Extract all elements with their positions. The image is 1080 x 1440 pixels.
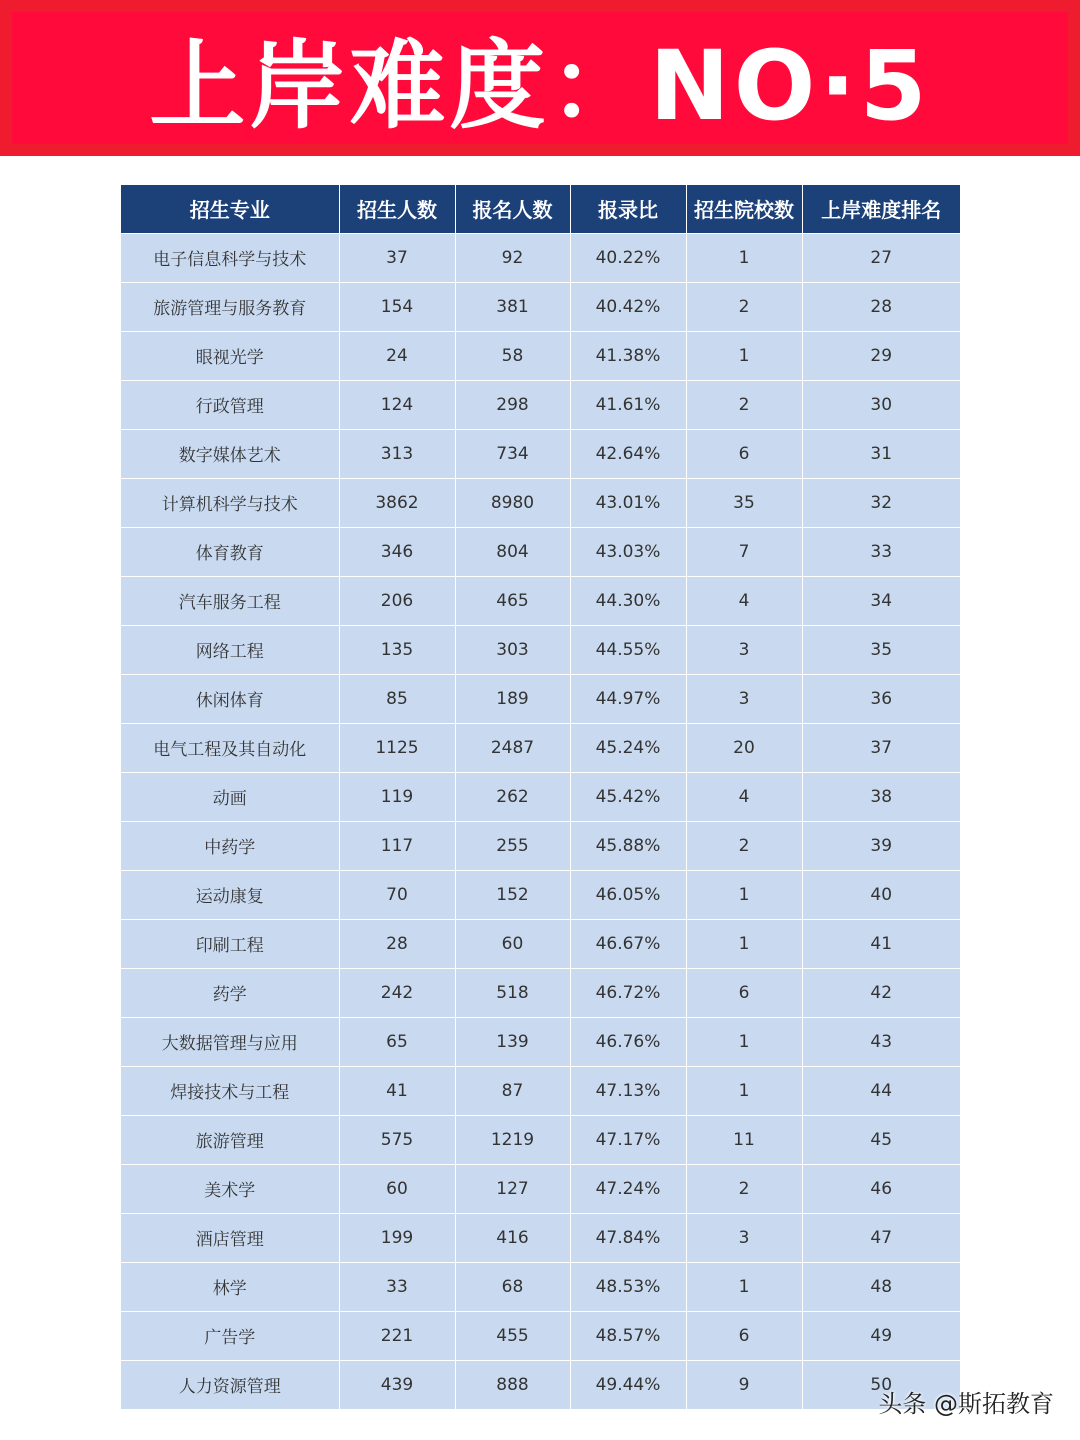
- table-cell: 1: [686, 331, 802, 380]
- table-cell: 1: [686, 233, 802, 282]
- table-cell: 47.13%: [570, 1066, 686, 1115]
- table-cell: 346: [339, 527, 455, 576]
- table-cell: 酒店管理: [121, 1213, 339, 1262]
- table-cell: 416: [455, 1213, 570, 1262]
- table-cell: 48.57%: [570, 1311, 686, 1360]
- table-cell: 32: [802, 478, 960, 527]
- table-cell: 87: [455, 1066, 570, 1115]
- table-cell: 46.67%: [570, 919, 686, 968]
- table-cell: 575: [339, 1115, 455, 1164]
- table-cell: 47.84%: [570, 1213, 686, 1262]
- table-row: [121, 1262, 960, 1311]
- table-cell: 298: [455, 380, 570, 429]
- table-row: [121, 478, 960, 527]
- table-cell: 135: [339, 625, 455, 674]
- table-cell: 旅游管理与服务教育: [121, 282, 339, 331]
- table-cell: 42.64%: [570, 429, 686, 478]
- table-cell: 3: [686, 674, 802, 723]
- table-cell: 45.42%: [570, 772, 686, 821]
- table-cell: 1: [686, 870, 802, 919]
- column-header: 招生人数: [339, 185, 455, 233]
- table-cell: 45.24%: [570, 723, 686, 772]
- table-cell: 439: [339, 1360, 455, 1409]
- table-cell: 1: [686, 919, 802, 968]
- ranking-table: [121, 185, 960, 1410]
- table-cell: 2: [686, 821, 802, 870]
- table-cell: 60: [339, 1164, 455, 1213]
- title-banner: [0, 0, 1080, 156]
- table-cell: 电气工程及其自动化: [121, 723, 339, 772]
- table-cell: 50: [802, 1360, 960, 1409]
- table-cell: 46.72%: [570, 968, 686, 1017]
- table-cell: 41: [339, 1066, 455, 1115]
- table-cell: 36: [802, 674, 960, 723]
- table-cell: 焊接技术与工程: [121, 1066, 339, 1115]
- table-row: [121, 1066, 960, 1115]
- table-cell: 41.38%: [570, 331, 686, 380]
- table-cell: 44.30%: [570, 576, 686, 625]
- table-cell: 39: [802, 821, 960, 870]
- table-cell: 303: [455, 625, 570, 674]
- table-cell: 4: [686, 576, 802, 625]
- table-cell: 35: [802, 625, 960, 674]
- table-row: [121, 625, 960, 674]
- table-cell: 体育教育: [121, 527, 339, 576]
- table-cell: 9: [686, 1360, 802, 1409]
- table-cell: 8980: [455, 478, 570, 527]
- table-row: [121, 968, 960, 1017]
- table-row: [121, 772, 960, 821]
- table-cell: 518: [455, 968, 570, 1017]
- column-header: 上岸难度排名: [802, 185, 960, 233]
- table-cell: 46: [802, 1164, 960, 1213]
- table-cell: 37: [802, 723, 960, 772]
- table-cell: 11: [686, 1115, 802, 1164]
- table-cell: 43.03%: [570, 527, 686, 576]
- table-cell: 1219: [455, 1115, 570, 1164]
- table-cell: 40: [802, 870, 960, 919]
- column-header: 报名人数: [455, 185, 570, 233]
- column-header: 报录比: [570, 185, 686, 233]
- table-cell: 旅游管理: [121, 1115, 339, 1164]
- table-cell: 24: [339, 331, 455, 380]
- table-cell: 1125: [339, 723, 455, 772]
- table-cell: 58: [455, 331, 570, 380]
- table-cell: 30: [802, 380, 960, 429]
- table-row: [121, 870, 960, 919]
- table-row: [121, 576, 960, 625]
- table-cell: 455: [455, 1311, 570, 1360]
- table-cell: 313: [339, 429, 455, 478]
- table-cell: 33: [802, 527, 960, 576]
- column-header: 招生院校数: [686, 185, 802, 233]
- table-cell: 28: [802, 282, 960, 331]
- table-cell: 行政管理: [121, 380, 339, 429]
- table-cell: 221: [339, 1311, 455, 1360]
- table-cell: 31: [802, 429, 960, 478]
- table-cell: 广告学: [121, 1311, 339, 1360]
- table-cell: 运动康复: [121, 870, 339, 919]
- table-cell: 34: [802, 576, 960, 625]
- table-cell: 29: [802, 331, 960, 380]
- table-row: [121, 380, 960, 429]
- table-cell: 计算机科学与技术: [121, 478, 339, 527]
- table-cell: 印刷工程: [121, 919, 339, 968]
- table-cell: 2: [686, 1164, 802, 1213]
- table-cell: 大数据管理与应用: [121, 1017, 339, 1066]
- table-cell: 65: [339, 1017, 455, 1066]
- table-row: [121, 282, 960, 331]
- table-cell: 1: [686, 1262, 802, 1311]
- table-cell: 4: [686, 772, 802, 821]
- table-cell: 1: [686, 1017, 802, 1066]
- table-cell: 1: [686, 1066, 802, 1115]
- table-cell: 242: [339, 968, 455, 1017]
- table-row: [121, 1311, 960, 1360]
- table-row: [121, 1213, 960, 1262]
- table-cell: 46.05%: [570, 870, 686, 919]
- table-cell: 20: [686, 723, 802, 772]
- table-cell: 119: [339, 772, 455, 821]
- table-cell: 休闲体育: [121, 674, 339, 723]
- table-cell: 6: [686, 968, 802, 1017]
- table-cell: 药学: [121, 968, 339, 1017]
- table-cell: 47: [802, 1213, 960, 1262]
- table-cell: 眼视光学: [121, 331, 339, 380]
- table-cell: 27: [802, 233, 960, 282]
- table-cell: 47.17%: [570, 1115, 686, 1164]
- table-cell: 3: [686, 1213, 802, 1262]
- table-cell: 2: [686, 380, 802, 429]
- table-cell: 林学: [121, 1262, 339, 1311]
- table-cell: 46.76%: [570, 1017, 686, 1066]
- table-cell: 43.01%: [570, 478, 686, 527]
- table-cell: 139: [455, 1017, 570, 1066]
- table-row: [121, 1164, 960, 1213]
- table-cell: 电子信息科学与技术: [121, 233, 339, 282]
- table-cell: 48.53%: [570, 1262, 686, 1311]
- table-row: [121, 723, 960, 772]
- table-cell: 44.55%: [570, 625, 686, 674]
- table-row: [121, 233, 960, 282]
- table-cell: 124: [339, 380, 455, 429]
- table-row: [121, 674, 960, 723]
- table-cell: 数字媒体艺术: [121, 429, 339, 478]
- table-cell: 465: [455, 576, 570, 625]
- table-cell: 45: [802, 1115, 960, 1164]
- table-cell: 888: [455, 1360, 570, 1409]
- table-cell: 255: [455, 821, 570, 870]
- table-cell: 381: [455, 282, 570, 331]
- table-cell: 49: [802, 1311, 960, 1360]
- table-cell: 262: [455, 772, 570, 821]
- table-cell: 48: [802, 1262, 960, 1311]
- table-cell: 35: [686, 478, 802, 527]
- table-cell: 33: [339, 1262, 455, 1311]
- table-cell: 41: [802, 919, 960, 968]
- table-cell: 38: [802, 772, 960, 821]
- table-row: [121, 527, 960, 576]
- table-cell: 28: [339, 919, 455, 968]
- table-cell: 70: [339, 870, 455, 919]
- table-row: [121, 1017, 960, 1066]
- table-cell: 44.97%: [570, 674, 686, 723]
- table-cell: 3862: [339, 478, 455, 527]
- page-title: 上岸难度：NO·5: [149, 29, 931, 142]
- table-cell: 网络工程: [121, 625, 339, 674]
- table-cell: 37: [339, 233, 455, 282]
- title-banner-inner: [12, 12, 1068, 144]
- table-cell: 3: [686, 625, 802, 674]
- table-cell: 44: [802, 1066, 960, 1115]
- table-cell: 6: [686, 429, 802, 478]
- table-row: [121, 429, 960, 478]
- table-cell: 40.42%: [570, 282, 686, 331]
- table-cell: 动画: [121, 772, 339, 821]
- table-cell: 68: [455, 1262, 570, 1311]
- table-cell: 117: [339, 821, 455, 870]
- table-cell: 2487: [455, 723, 570, 772]
- watermark: 头条 @斯拓教育: [878, 1390, 1054, 1418]
- table-cell: 734: [455, 429, 570, 478]
- table-header-row: [121, 185, 960, 233]
- table-cell: 199: [339, 1213, 455, 1262]
- table-cell: 60: [455, 919, 570, 968]
- table-cell: 127: [455, 1164, 570, 1213]
- table-cell: 49.44%: [570, 1360, 686, 1409]
- table-cell: 中药学: [121, 821, 339, 870]
- table-cell: 40.22%: [570, 233, 686, 282]
- table-row: [121, 1360, 960, 1409]
- table-cell: 189: [455, 674, 570, 723]
- table-cell: 206: [339, 576, 455, 625]
- table-cell: 人力资源管理: [121, 1360, 339, 1409]
- table-cell: 汽车服务工程: [121, 576, 339, 625]
- table-cell: 美术学: [121, 1164, 339, 1213]
- table-row: [121, 919, 960, 968]
- table-cell: 41.61%: [570, 380, 686, 429]
- table-cell: 47.24%: [570, 1164, 686, 1213]
- table-cell: 6: [686, 1311, 802, 1360]
- table-cell: 43: [802, 1017, 960, 1066]
- table-row: [121, 1115, 960, 1164]
- table-body: [121, 233, 960, 1409]
- table-cell: 7: [686, 527, 802, 576]
- table-cell: 42: [802, 968, 960, 1017]
- table-cell: 45.88%: [570, 821, 686, 870]
- table-row: [121, 331, 960, 380]
- table-row: [121, 821, 960, 870]
- table-cell: 85: [339, 674, 455, 723]
- table-cell: 154: [339, 282, 455, 331]
- table-cell: 152: [455, 870, 570, 919]
- ranking-table-container: [121, 185, 960, 1410]
- table-cell: 804: [455, 527, 570, 576]
- table-cell: 2: [686, 282, 802, 331]
- table-cell: 92: [455, 233, 570, 282]
- column-header: 招生专业: [121, 185, 339, 233]
